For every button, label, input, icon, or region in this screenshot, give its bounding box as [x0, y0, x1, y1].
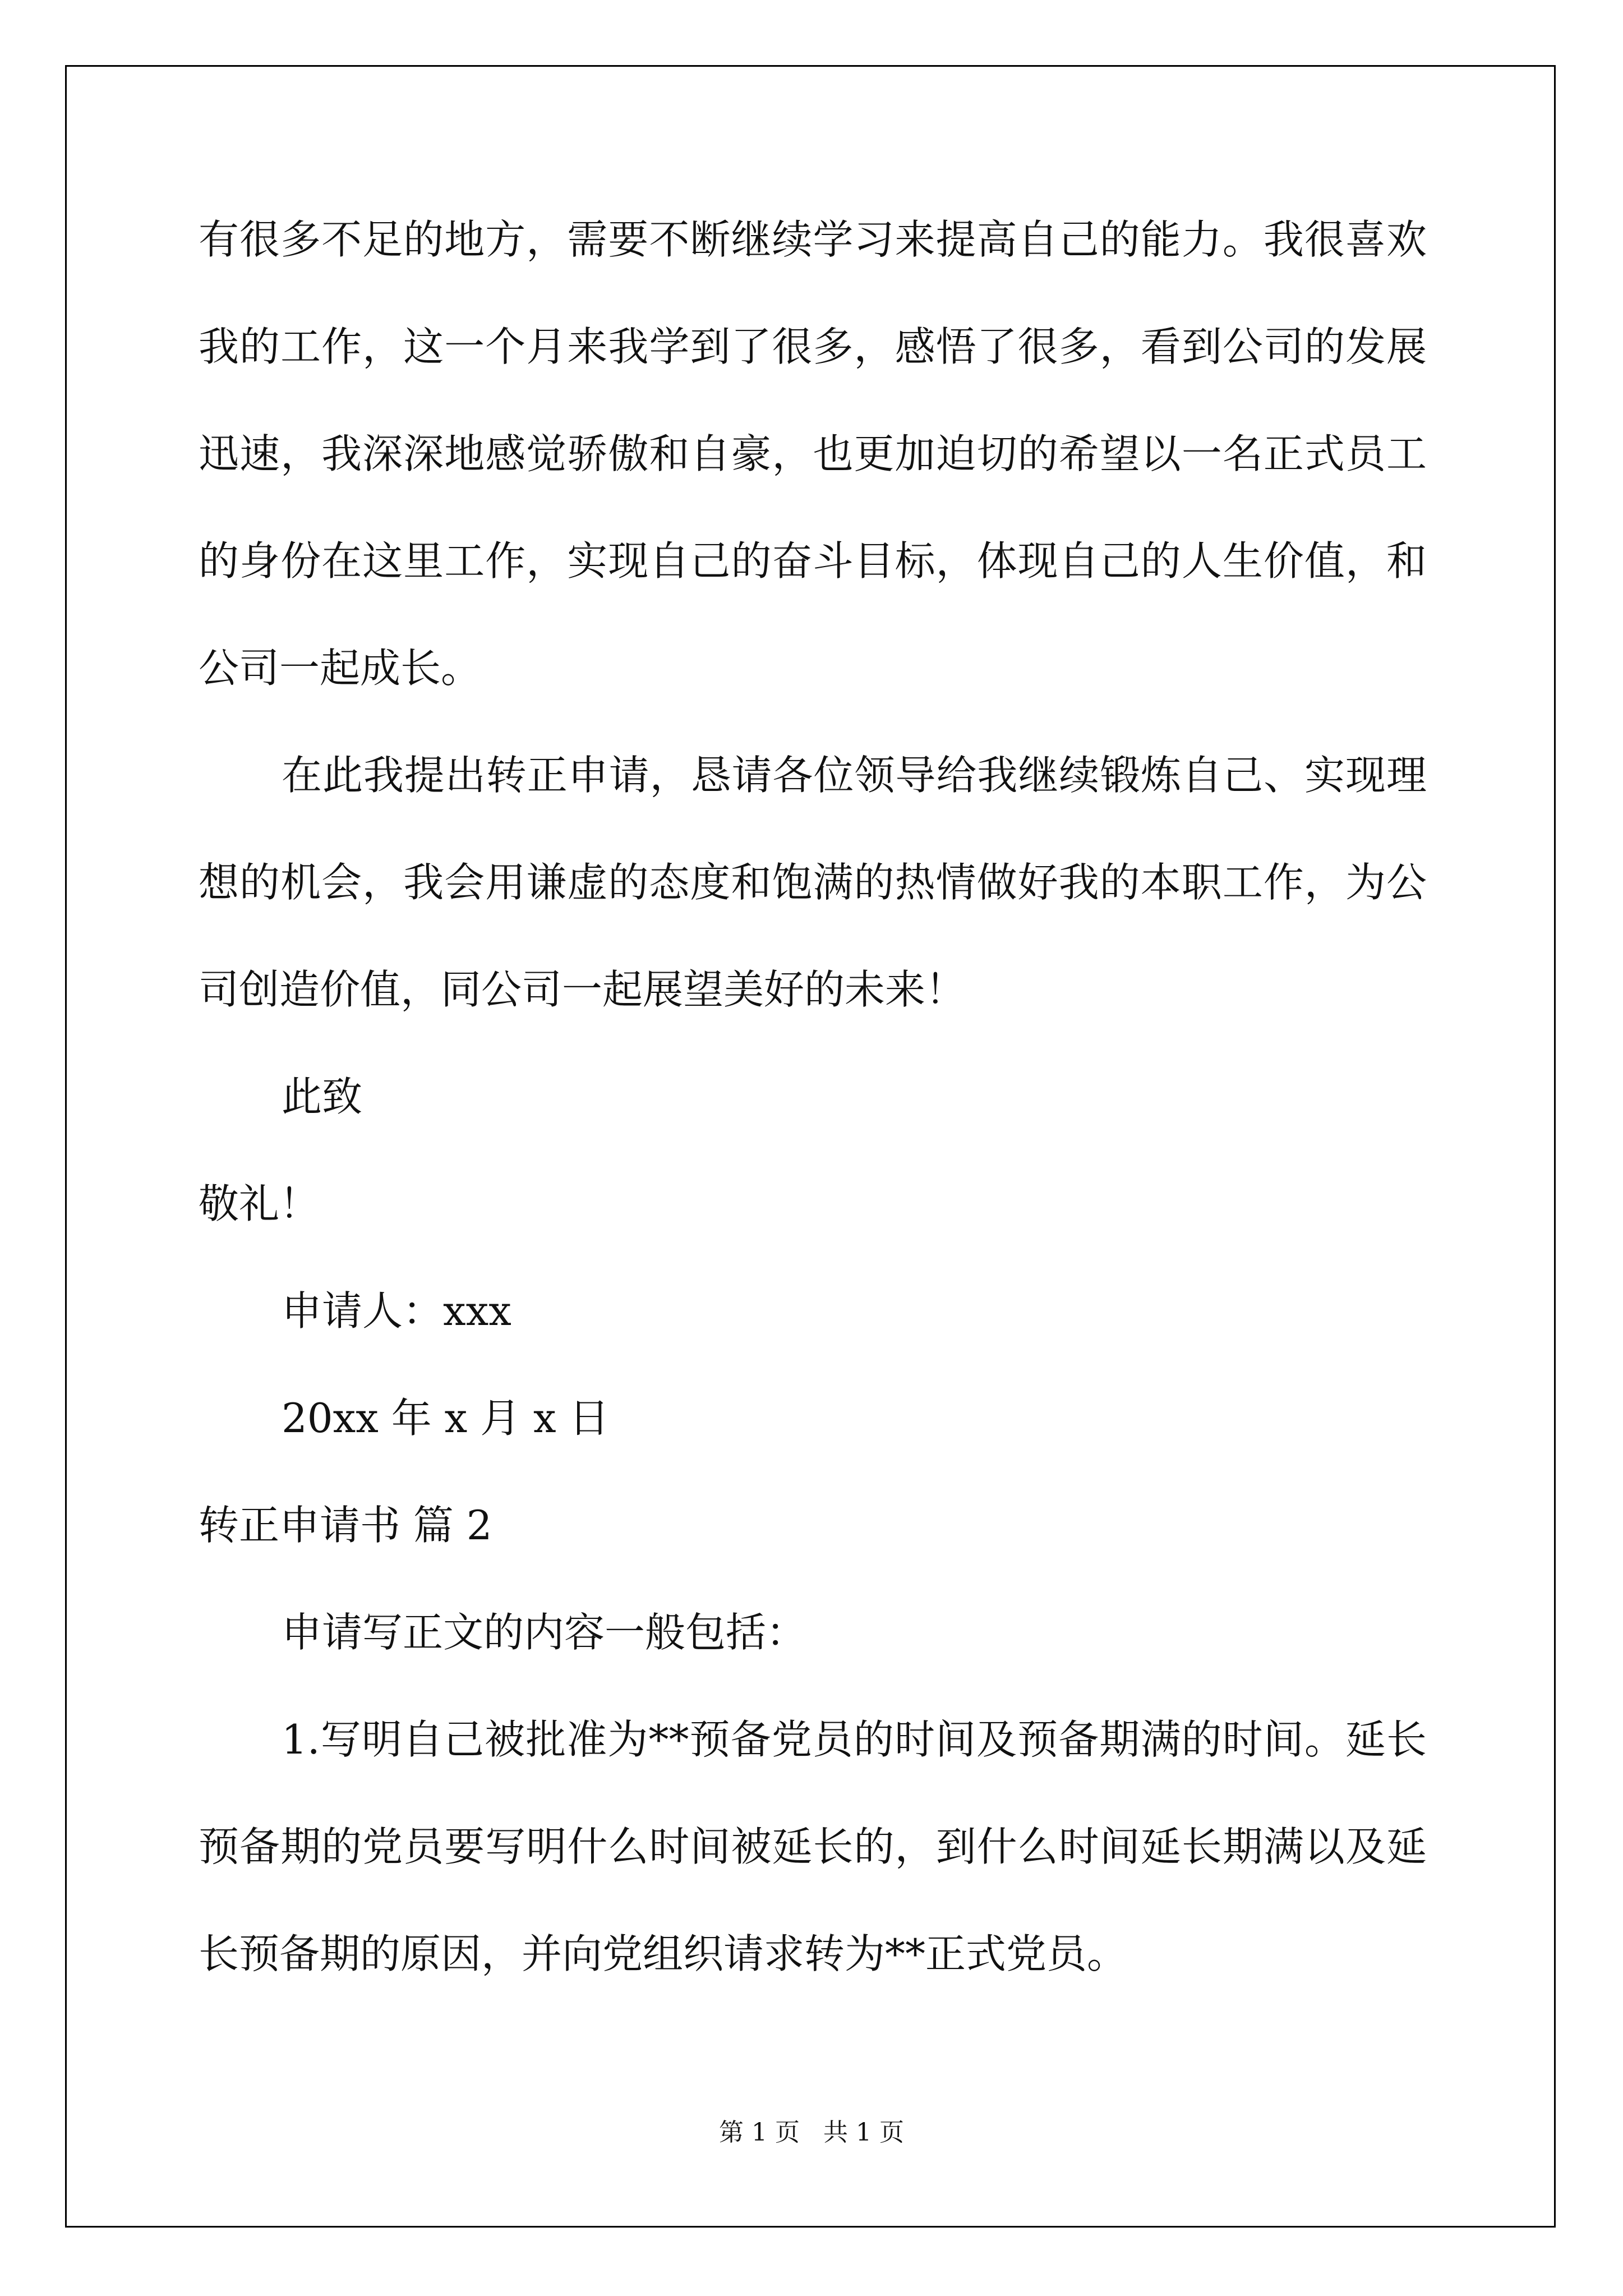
salutation-line: 此致 — [282, 1073, 363, 1120]
page-number: 第 1 页 — [719, 2118, 800, 2147]
document-body — [199, 213, 1427, 2035]
paragraph-line: 我的工作，这一个月来我学到了很多，感悟了很多，看到公司的发展 — [199, 323, 1427, 370]
date-line: 20xx 年 x 月 x 日 — [282, 1395, 610, 1442]
paragraph-line: 迅速，我深深地感觉骄傲和自豪，也更加迫切的希望以一名正式员工 — [199, 430, 1427, 477]
page-total: 共 1 页 — [823, 2118, 904, 2147]
paragraph-line: 司创造价值，同公司一起展望美好的未来！ — [199, 966, 966, 1013]
closing-line: 敬礼！ — [199, 1180, 320, 1227]
paragraph-line: 公司一起成长。 — [199, 645, 482, 692]
paragraph-line: 想的机会，我会用谦虚的态度和饱满的热情做好我的本职工作，为公 — [199, 859, 1427, 906]
paragraph-line: 长预备期的原因，并向党组织请求转为**正式党员。 — [199, 1930, 1128, 1977]
applicant-line: 申请人：xxx — [282, 1287, 511, 1335]
paragraph-line: 申请写正文的内容一般包括： — [282, 1609, 807, 1656]
paragraph-line: 有很多不足的地方，需要不断继续学习来提高自己的能力。我很喜欢 — [199, 216, 1427, 263]
paragraph-line: 在此我提出转正申请，恳请各位领导给我继续锻炼自己、实现理 — [282, 752, 1427, 799]
paragraph-line: 预备期的党员要写明什么时间被延长的，到什么时间延长期满以及延 — [199, 1823, 1427, 1870]
paragraph-line: 1.写明自己被批准为**预备党员的时间及预备期满的时间。延长 — [282, 1716, 1427, 1763]
section-heading: 转正申请书 篇 2 — [199, 1502, 492, 1549]
page-footer — [0, 2116, 1623, 2150]
paragraph-line: 的身份在这里工作，实现自己的奋斗目标，体现自己的人生价值，和 — [199, 537, 1427, 585]
